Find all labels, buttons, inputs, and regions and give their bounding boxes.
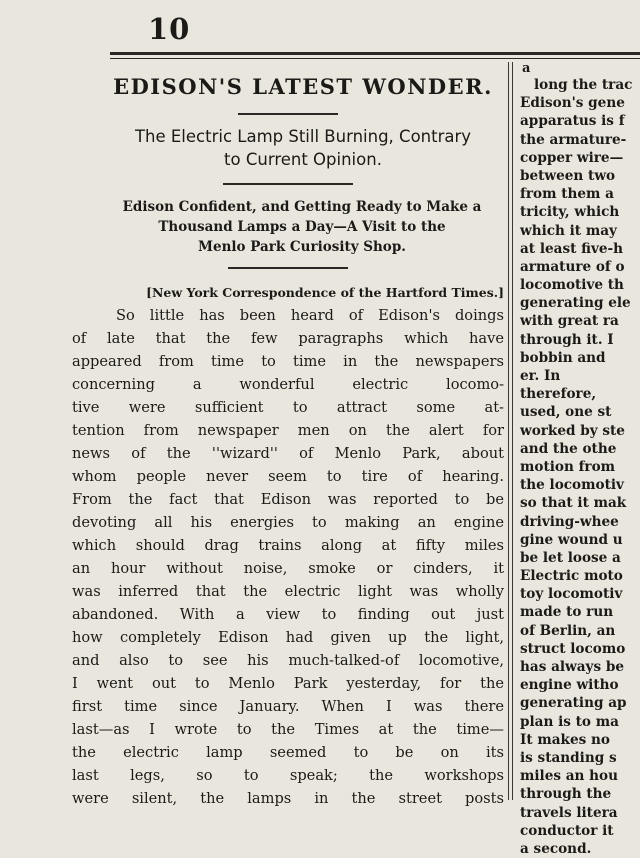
body-line: was inferred that the electric light was wholly (72, 583, 504, 600)
body-line: From the fact that Edison was reported to be (72, 491, 504, 508)
adjacent-column-line: through it. I (520, 331, 614, 348)
column-mark: a (522, 61, 531, 76)
adjacent-column-line: worked by ste (520, 422, 625, 439)
body-line: which should drag trains along at fifty miles (72, 537, 504, 554)
adjacent-column-line: driving-whee (520, 513, 619, 530)
adjacent-column-line: through the (520, 786, 612, 803)
adjacent-column-line: It makes no (520, 731, 610, 748)
adjacent-column-line: motion from (520, 458, 616, 475)
adjacent-column-line: made to run (520, 604, 614, 621)
deck-line: Edison Confident, and Getting Ready to Make a (122, 199, 482, 215)
adjacent-column-line: toy locomotiv (520, 586, 623, 603)
adjacent-column-line: armature of o (520, 258, 625, 275)
adjacent-column-line: engine witho (520, 677, 619, 694)
deck-line: Thousand Lamps a Day—A Visit to the (158, 219, 446, 235)
article-body (72, 283, 504, 810)
adjacent-column (520, 61, 640, 857)
body-line: last—as I wrote to the Times at the time— (72, 721, 504, 738)
adjacent-column-line: copper wire— (520, 149, 624, 166)
adjacent-column-line: conductor it (520, 822, 614, 839)
adjacent-column-line: has always be (520, 659, 624, 675)
adjacent-column-line: gine wound u (520, 531, 623, 548)
article-headline: EDISON'S LATEST WONDER. (113, 74, 493, 99)
body-line: and also to see his much-talked-of locomotive, (72, 652, 504, 669)
body-line: tention from newspaper men on the alert for (72, 422, 504, 439)
adjacent-column-line: Electric moto (520, 568, 623, 585)
adjacent-column-line: miles an hou (520, 768, 619, 785)
body-line: whom people never seem to tire of hearing. (72, 468, 504, 485)
body-line: devoting all his energies to making an engine (72, 514, 504, 531)
article-byline: [New York Correspondence of the Hartford Times.] (146, 285, 504, 300)
adjacent-column-line: from them a (520, 186, 614, 203)
body-line: last legs, so to speak; the workshops (72, 767, 504, 784)
body-line: abandoned. With a view to finding out just (72, 606, 504, 623)
adjacent-column-line: of Berlin, an (520, 622, 616, 639)
body-line: an hour without noise, smoke or cinders, it (72, 560, 504, 577)
adjacent-column-line: is standing s (520, 749, 617, 766)
subhead-line: to Current Opinion. (224, 150, 382, 169)
deck-rule (228, 267, 348, 269)
adjacent-column-line: which it may (520, 222, 617, 239)
subhead-rule (223, 183, 353, 185)
column-divider (512, 62, 513, 800)
adjacent-column-line: at least five-h (520, 240, 624, 257)
adjacent-column-line: apparatus is f (520, 113, 625, 130)
body-line: first time since January. When I was there (72, 698, 504, 715)
body-line: of late that the few paragraphs which have (72, 330, 504, 347)
adjacent-column-line: bobbin and (520, 349, 606, 366)
body-line: the electric lamp seemed to be on its (72, 744, 504, 761)
subhead-line: The Electric Lamp Still Burning, Contrary (134, 127, 472, 146)
body-line: I went out to Menlo Park yesterday, for the (72, 675, 504, 692)
body-line: concerning a wonderful electric locomo- (72, 376, 504, 393)
body-line: how completely Edison had given up the light, (72, 629, 504, 646)
adjacent-column-line: generating ap (520, 695, 627, 712)
body-line: tive were sufficient to attract some at- (72, 399, 504, 416)
adjacent-column-line: therefore, (520, 386, 597, 403)
body-line: were silent, the lamps in the street posts (72, 790, 504, 807)
top-rule-thin (110, 58, 640, 59)
body-line: news of the ''wizard'' of Menlo Park, about (72, 445, 504, 462)
column-divider (508, 62, 509, 800)
deck-line: Menlo Park Curiosity Shop. (198, 239, 406, 255)
adjacent-column-line: and the othe (520, 440, 617, 457)
top-rule-thick (110, 52, 640, 55)
adjacent-column-line: tricity, which (520, 204, 620, 221)
adjacent-column-line: be let loose a (520, 549, 621, 566)
adjacent-column-line: travels litera (520, 804, 618, 821)
page-number: 10 (148, 12, 191, 46)
adjacent-column-line: long the trac (534, 77, 633, 93)
article-column (72, 62, 504, 810)
adjacent-column-line: locomotive th (520, 277, 624, 294)
adjacent-column-line: a second. (520, 840, 592, 857)
headline-rule (238, 113, 338, 115)
adjacent-column-line: used, one st (520, 404, 612, 421)
adjacent-column-line: plan is to ma (520, 713, 619, 730)
adjacent-column-line: er. In (520, 368, 561, 384)
adjacent-column-line: between two (520, 167, 616, 184)
body-line: appeared from time to time in the newspapers (72, 353, 504, 370)
adjacent-column-line: the armature- (520, 131, 627, 148)
adjacent-column-line: with great ra (520, 313, 619, 330)
adjacent-column-line: Edison's gene (520, 95, 625, 112)
adjacent-column-line: so that it mak (520, 495, 627, 512)
body-line: So little has been heard of Edison's doings (116, 307, 504, 324)
adjacent-column-line: the locomotiv (520, 477, 624, 494)
adjacent-column-line: struct locomo (520, 640, 626, 657)
article-subhead (102, 125, 504, 171)
article-deck (100, 197, 504, 257)
adjacent-column-line: generating ele (520, 295, 631, 312)
